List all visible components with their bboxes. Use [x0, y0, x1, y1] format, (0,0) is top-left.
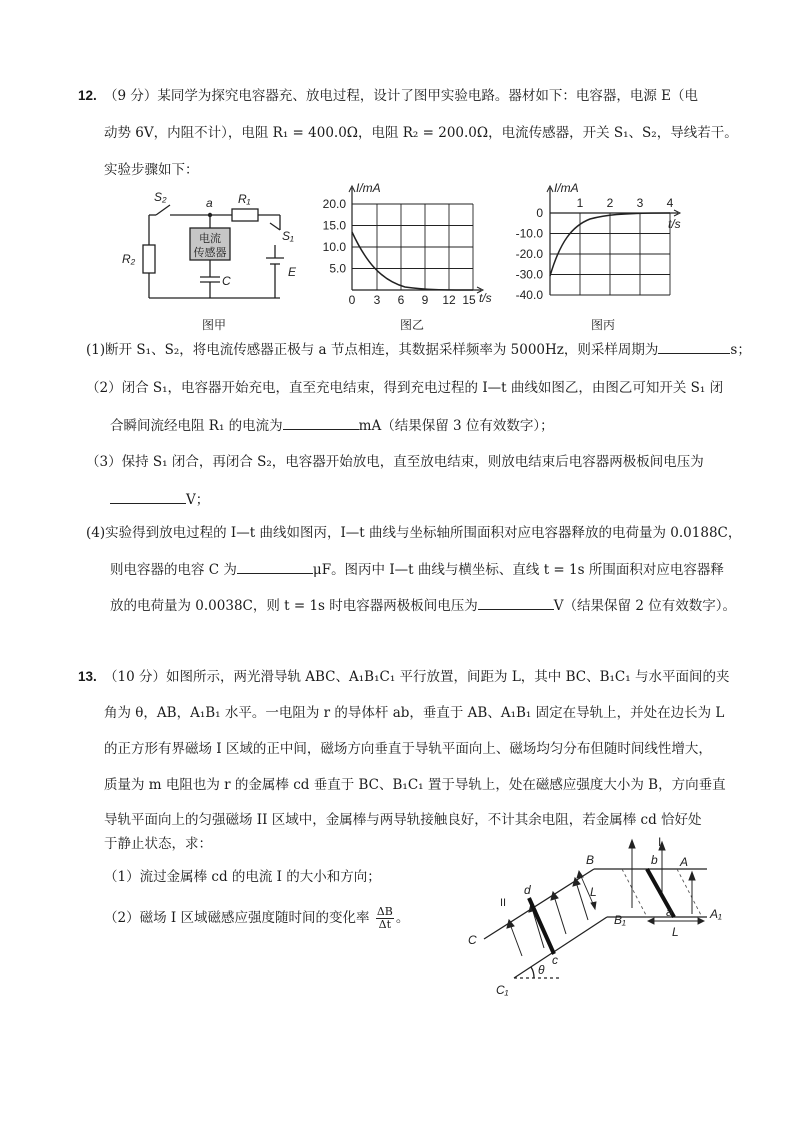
label-A1: A₁ [710, 907, 722, 921]
figure-bing-chart [510, 182, 700, 337]
q12-part4-line1: (4)实验得到放电过程的 I—t 曲线如图丙，I—t 曲线与坐标轴所围面积对应电容器释放的电荷量为 0.0188C， [86, 525, 742, 541]
q13-line4: 质量为 m 电阻也为 r 的金属棒 cd 垂直于 BC、B₁C₁ 置于导轨上，处在磁感应强度大小为 B，方向垂直 [104, 777, 726, 793]
yi-ytick: 15.0 [322, 218, 346, 233]
yi-xtick: 6 [397, 293, 405, 307]
label-I: I [658, 835, 662, 849]
resistor-r1 [232, 209, 258, 221]
label-s2: S₂ [154, 190, 167, 204]
q13-sub2: （2）磁场 I 区域磁感应强度随时间的变化率 $\frac{\Delta B}{\Delta t}$ 。 [104, 905, 410, 931]
label-b: b [651, 853, 658, 867]
q12-part3-line1: （3）保持 S₁ 闭合，再闭合 S₂，电容器开始放电，直至放电结束，则放电结束后电容器两极板间电压为 [86, 454, 704, 470]
yi-ylabel: I/mA [356, 181, 381, 195]
bing-ylabel: I/mA [554, 181, 579, 195]
bing-xtick: 3 [636, 196, 644, 210]
label-r1: R₁ [238, 192, 251, 206]
sensor-label-2: 传感器 [193, 247, 227, 259]
label-theta: θ [538, 963, 545, 977]
yi-ytick: 20.0 [322, 197, 346, 211]
bing-ytick: -20.0 [515, 247, 543, 261]
label-C1: C₁ [496, 983, 509, 997]
charging-curve [352, 232, 473, 290]
q12-part4-line3: 放的电荷量为 0.0038C，则 t = 1s 时电容器两极板间电压为 V（结果保留 2 位有效数字）。 [110, 598, 736, 614]
label-a: a [666, 905, 673, 919]
q12-part2-line2: 合瞬间流经电阻 R₁ 的电流为 mA（结果保留 3 位有效数字）； [110, 418, 554, 434]
resistor-r2 [143, 245, 155, 273]
bing-ytick: -30.0 [515, 267, 543, 282]
yi-xlabel: t/s [479, 291, 492, 305]
q12-line1: （9 分）某同学为探究电容器充、放电过程，设计了图甲实验电路。器材如下：电容器，电源 E（电 [104, 88, 699, 104]
yi-xtick: 0 [348, 293, 356, 307]
label-B1: B₁ [614, 913, 626, 927]
bing-xtick: 1 [576, 196, 584, 210]
q12-line3: 实验步骤如下： [104, 162, 199, 178]
answer-blank-4[interactable] [237, 560, 313, 574]
label-d: d [524, 883, 531, 897]
bing-ytick: -10.0 [515, 226, 543, 241]
label-c: C [222, 274, 231, 288]
label-II: II [500, 897, 507, 909]
node-a-dot [208, 213, 212, 217]
answer-blank-2[interactable] [283, 416, 359, 430]
yi-xtick: 12 [442, 293, 456, 307]
q12-part3-line2: V； [110, 490, 209, 509]
q13-line1: （10 分）如图所示，两光滑导轨 ABC、A₁B₁C₁ 平行放置，间距为 L，其中 BC、B₁C₁ 与水平面间的夹 [104, 669, 730, 685]
caption-bing: 图丙 [590, 318, 616, 332]
q12-line2: 动势 6V，内阻不计），电阻 R₁ = 400.0Ω，电阻 R₂ = 200.0Ω，电流传感器，开关 S₁、S₂，导线若干。 [104, 125, 738, 141]
field-arrows-region-i [629, 840, 695, 914]
label-e: E [288, 265, 297, 279]
figure-yi-chart [315, 182, 505, 337]
bing-xtick: 2 [606, 196, 614, 210]
figure-jia-circuit [110, 185, 300, 335]
label-a: a [206, 196, 213, 210]
yi-xtick: 3 [373, 293, 381, 307]
bing-ytick: -40.0 [515, 288, 543, 302]
sensor-label-1: 电流 [199, 233, 221, 245]
label-C: C [468, 933, 477, 947]
q12-part4-line2: 则电容器的电容 C 为 μF。图丙中 I—t 曲线与横坐标、直线 t = 1s 所围面积对应电容器释 [110, 562, 724, 578]
q12-number: 12. [78, 88, 97, 103]
bing-xtick: 4 [666, 196, 674, 210]
label-B: B [586, 853, 595, 867]
q13-line6: 于静止状态，求： [104, 836, 212, 852]
q13-line5: 导轨平面向上的匀强磁场 II 区域中，金属棒与两导轨接触良好，不计其余电阻，若金属棒 cd 恰好处 [104, 812, 702, 828]
rod-cd [529, 898, 554, 954]
bing-xlabel: t/s [668, 217, 681, 231]
q12-part1: (1)断开 S₁、S₂，将电流传感器正极与 a 节点相连，其数据采样频率为 5000Hz，则采样周期为 s； [86, 342, 751, 358]
q13-line2: 角为 θ，AB，A₁B₁ 水平。一电阻为 r 的导体杆 ab，垂直于 AB、A₁B₁ 固定在导轨上，并处在边长为 L [104, 705, 725, 721]
caption-yi: 图乙 [399, 318, 425, 332]
yi-xtick: 15 [462, 293, 476, 307]
q13-sub1: （1）流过金属棒 cd 的电流 I 的大小和方向； [104, 869, 381, 885]
yi-ytick: 5.0 [329, 261, 346, 276]
yi-xtick: 9 [421, 293, 429, 307]
answer-blank-5[interactable] [478, 596, 554, 610]
answer-blank-3[interactable] [110, 490, 186, 504]
label-s1: S₁ [282, 229, 294, 243]
q13-number: 13. [78, 669, 97, 684]
label-A: A [680, 855, 689, 869]
figure-q13-rails [462, 836, 732, 996]
yi-ytick: 10.0 [322, 240, 346, 254]
label-r2: R₂ [122, 252, 136, 266]
q13-line3: 的正方形有界磁场 I 区域的正中间，磁场方向垂直于导轨平面向上、磁场均匀分布但随时间线性增大， [104, 741, 712, 757]
caption-jia: 图甲 [201, 318, 227, 332]
label-L-horizontal: L [672, 925, 679, 939]
answer-blank-1[interactable] [658, 340, 730, 354]
label-c: c [552, 953, 558, 967]
fraction-db-dt: $\frac{\Delta B}{\Delta t}$ [376, 905, 393, 931]
bing-ytick: 0 [536, 206, 543, 220]
label-L-incline: L [590, 885, 597, 899]
q12-part2-line1: （2）闭合 S₁，电容器开始充电，直至充电结束，得到充电过程的 I—t 曲线如图乙，由图乙可知开关 S₁ 闭 [86, 380, 724, 396]
